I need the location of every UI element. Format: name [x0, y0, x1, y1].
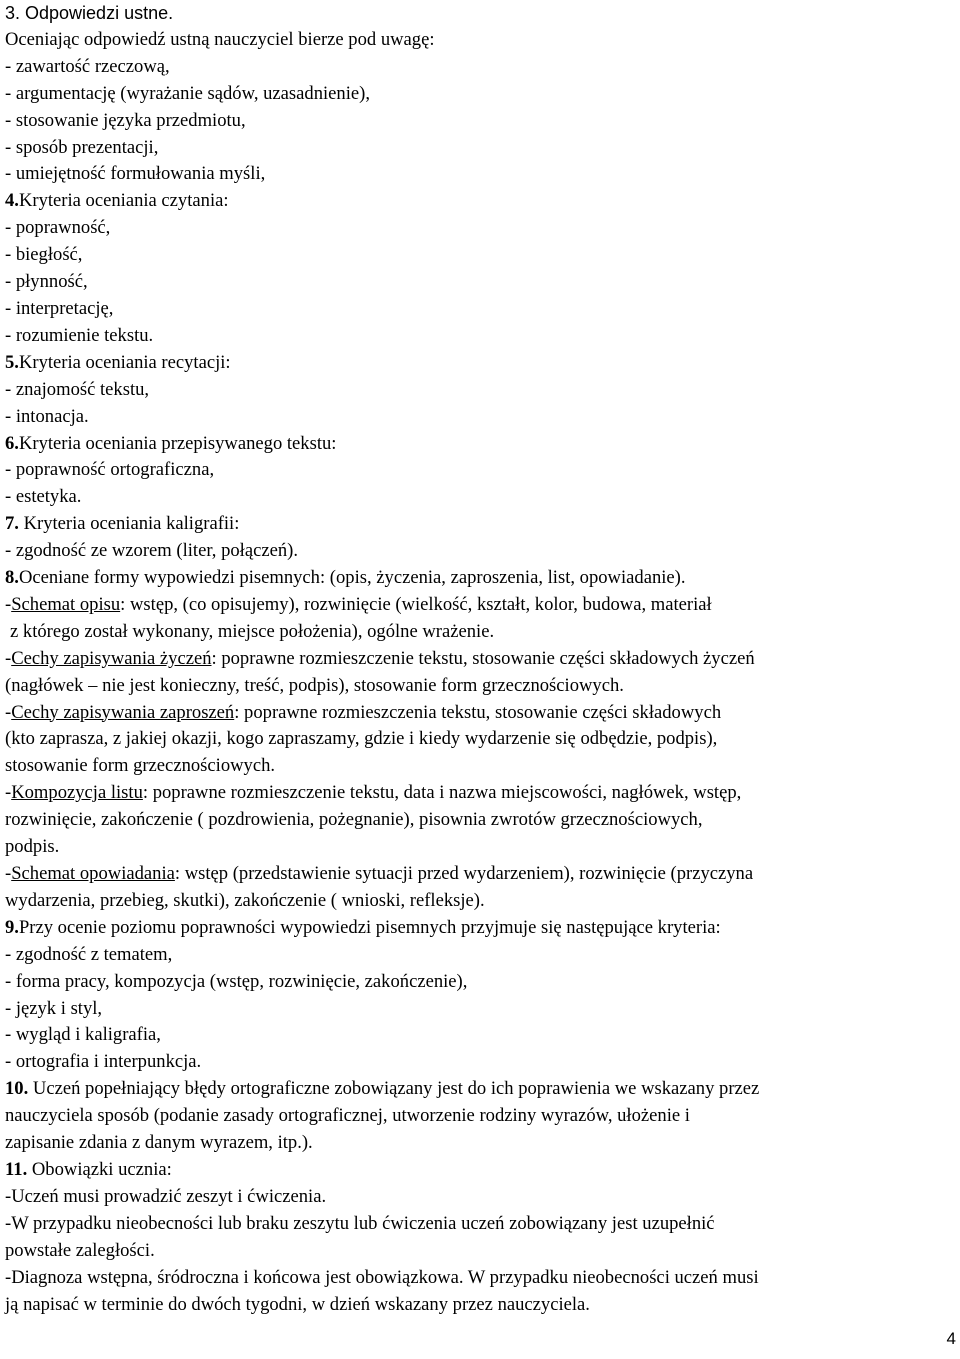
zaproszenia-line: (kto zaprasza, z jakiej okazji, kogo zapraszamy, gdzie i kiedy wydarzenie się odbędzie, podpis), [5, 728, 718, 750]
zaproszenia-line: stosowanie form grzecznościowych. [5, 755, 276, 777]
section-title: Kryteria oceniania czytania: [18, 190, 229, 212]
section-5-heading [5, 350, 957, 377]
opowiadanie-schema-text: : wstęp (przedstawienie sytuacji przed wydarzeniem), rozwinięcie (przyczyna [174, 863, 754, 884]
list-composition-line: podpis. [5, 836, 60, 858]
section-7-heading [5, 511, 957, 538]
zyczenia-text: : poprawne rozmieszczenie tekstu, stosowanie części składowych życzeń [211, 647, 755, 669]
duty-line: -Diagnoza wstępna, śródroczna i końcowa jest obowiązkowa. W przypadku nieobecności uczeń musi [5, 1266, 759, 1288]
section-number: 8. [5, 567, 19, 589]
section-6-heading [5, 431, 957, 458]
opis-schema-term: Schemat opisu [11, 593, 121, 615]
section-number: 11. [5, 1158, 28, 1180]
list-composition-line: rozwinięcie, zakończenie ( pozdrowienia, pożegnanie), pisownia zwrotów grzecznościowych, [5, 809, 703, 831]
section-10-line: zapisanie zdania z danym wyrazem, itp.). [5, 1132, 313, 1154]
list-item: - interpretację, [5, 297, 114, 319]
zaproszenia-term: Cechy zapisywania zaproszeń [11, 701, 235, 723]
list-item: - płynność, [5, 271, 88, 293]
opis-schema-line: -Schemat opisu: wstęp, (co opisujemy), rozwinięcie (wielkość, kształt, kolor, budowa, materiał [5, 593, 712, 615]
section-9-heading [5, 915, 957, 942]
list-item: - biegłość, [5, 244, 83, 266]
section-title: Kryteria oceniania recytacji: [18, 351, 231, 373]
section-3-intro: Oceniając odpowiedź ustną nauczyciel bierze pod uwagę: [5, 28, 435, 50]
opowiadanie-schema-term: Schemat opowiadania [11, 863, 175, 884]
list-item: - zawartość rzeczową, [5, 55, 170, 77]
list-item: - sposób prezentacji, [5, 136, 159, 158]
section-title: Oceniane formy wypowiedzi pisemnych: (opis, życzenia, zaproszenia, list, opowiadanie). [18, 567, 686, 589]
opis-schema-line: z którego został wykonany, miejsce położenia), ogólne wrażenie. [10, 620, 495, 642]
list-item: - wygląd i kaligrafia, [5, 1024, 161, 1046]
list-item: - umiejętność formułowania myśli, [5, 163, 266, 185]
list-item: - estetyka. [5, 486, 82, 508]
list-item: - rozumienie tekstu. [5, 324, 154, 346]
duty-line: -Uczeń musi prowadzić zeszyt i ćwiczenia. [5, 1185, 327, 1207]
section-number: 4. [5, 190, 19, 212]
list-item: - intonacja. [5, 405, 89, 427]
zaproszenia-line: -Cechy zapisywania zaproszeń: poprawne rozmieszczenia tekstu, stosowanie części składowych [5, 701, 722, 723]
opowiadanie-schema-line: wydarzenia, przebieg, skutki), zakończenie ( wnioski, refleksje). [5, 889, 485, 911]
zyczenia-line: (nagłówek – nie jest konieczny, treść, podpis), stosowanie form grzecznościowych. [5, 674, 624, 696]
section-number: 6. [5, 432, 19, 454]
section-title: Obowiązki ucznia: [27, 1158, 172, 1180]
zyczenia-term: Cechy zapisywania życzeń [11, 647, 212, 669]
duty-line: powstałe zaległości. [5, 1239, 155, 1261]
section-title: Przy ocenie poziomu poprawności wypowiedzi pisemnych przyjmuje się następujące kryteria: [18, 916, 721, 938]
list-item: - poprawność, [5, 217, 111, 239]
section-number: 7. [5, 513, 19, 535]
section-11-heading [5, 1157, 957, 1184]
section-number: 10. [5, 1078, 29, 1100]
list-item: - ortografia i interpunkcja. [5, 1051, 202, 1073]
document-page [5, 0, 957, 1318]
section-10-line [5, 1076, 957, 1103]
section-title: Kryteria oceniania przepisywanego tekstu: [18, 432, 337, 454]
zyczenia-line: -Cechy zapisywania życzeń: poprawne rozmieszczenie tekstu, stosowanie części składowych życzeń [5, 647, 755, 669]
opis-schema-text: : wstęp, (co opisujemy), rozwinięcie (wielkość, kształt, kolor, budowa, materiał [120, 593, 712, 615]
list-item: - argumentację (wyrażanie sądów, uzasadnienie), [5, 82, 370, 104]
opowiadanie-schema-line: -Schemat opowiadania: wstęp (przedstawienie sytuacji przed wydarzeniem), rozwinięcie (przyczyna [5, 863, 754, 884]
list-item: - forma pracy, kompozycja (wstęp, rozwinięcie, zakończenie), [5, 970, 468, 992]
section-number: 9. [5, 916, 19, 938]
list-item: - znajomość tekstu, [5, 378, 150, 400]
page-number: 4 [946, 1329, 956, 1348]
duty-line: ją napisać w terminie do dwóch tygodni, w dzień wskazany przez nauczyciela. [5, 1293, 590, 1315]
section-8-heading [5, 565, 957, 592]
list-composition-term: Kompozycja listu [11, 782, 143, 804]
section-text: Uczeń popełniający błędy ortograficzne zobowiązany jest do ich poprawienia we wskazany przez [28, 1078, 760, 1100]
section-number: 5. [5, 351, 19, 373]
list-item: - stosowanie języka przedmiotu, [5, 109, 246, 131]
list-item: - język i styl, [5, 997, 103, 1019]
list-composition-line: -Kompozycja listu: poprawne rozmieszczenie tekstu, data i nazwa miejscowości, nagłówek, wstęp, [5, 782, 742, 804]
section-4-heading [5, 188, 957, 215]
duty-line: -W przypadku nieobecności lub braku zeszytu lub ćwiczenia uczeń zobowiązany jest uzupełnić [5, 1212, 715, 1234]
section-title: Kryteria oceniania kaligrafii: [18, 513, 240, 535]
section-10-line: nauczyciela sposób (podanie zasady ortograficznej, utworzenie rodziny wyrazów, ułożenie i [5, 1105, 690, 1127]
list-composition-text: : poprawne rozmieszczenie tekstu, data i nazwa miejscowości, nagłówek, wstęp, [142, 782, 742, 804]
list-item: - poprawność ortograficzna, [5, 459, 215, 481]
zaproszenia-text: : poprawne rozmieszczenia tekstu, stosowanie części składowych [234, 701, 722, 723]
list-item: - zgodność ze wzorem (liter, połączeń). [5, 540, 298, 562]
list-item: - zgodność z tematem, [5, 943, 173, 965]
section-3-heading: 3. Odpowiedzi ustne. [5, 3, 174, 23]
